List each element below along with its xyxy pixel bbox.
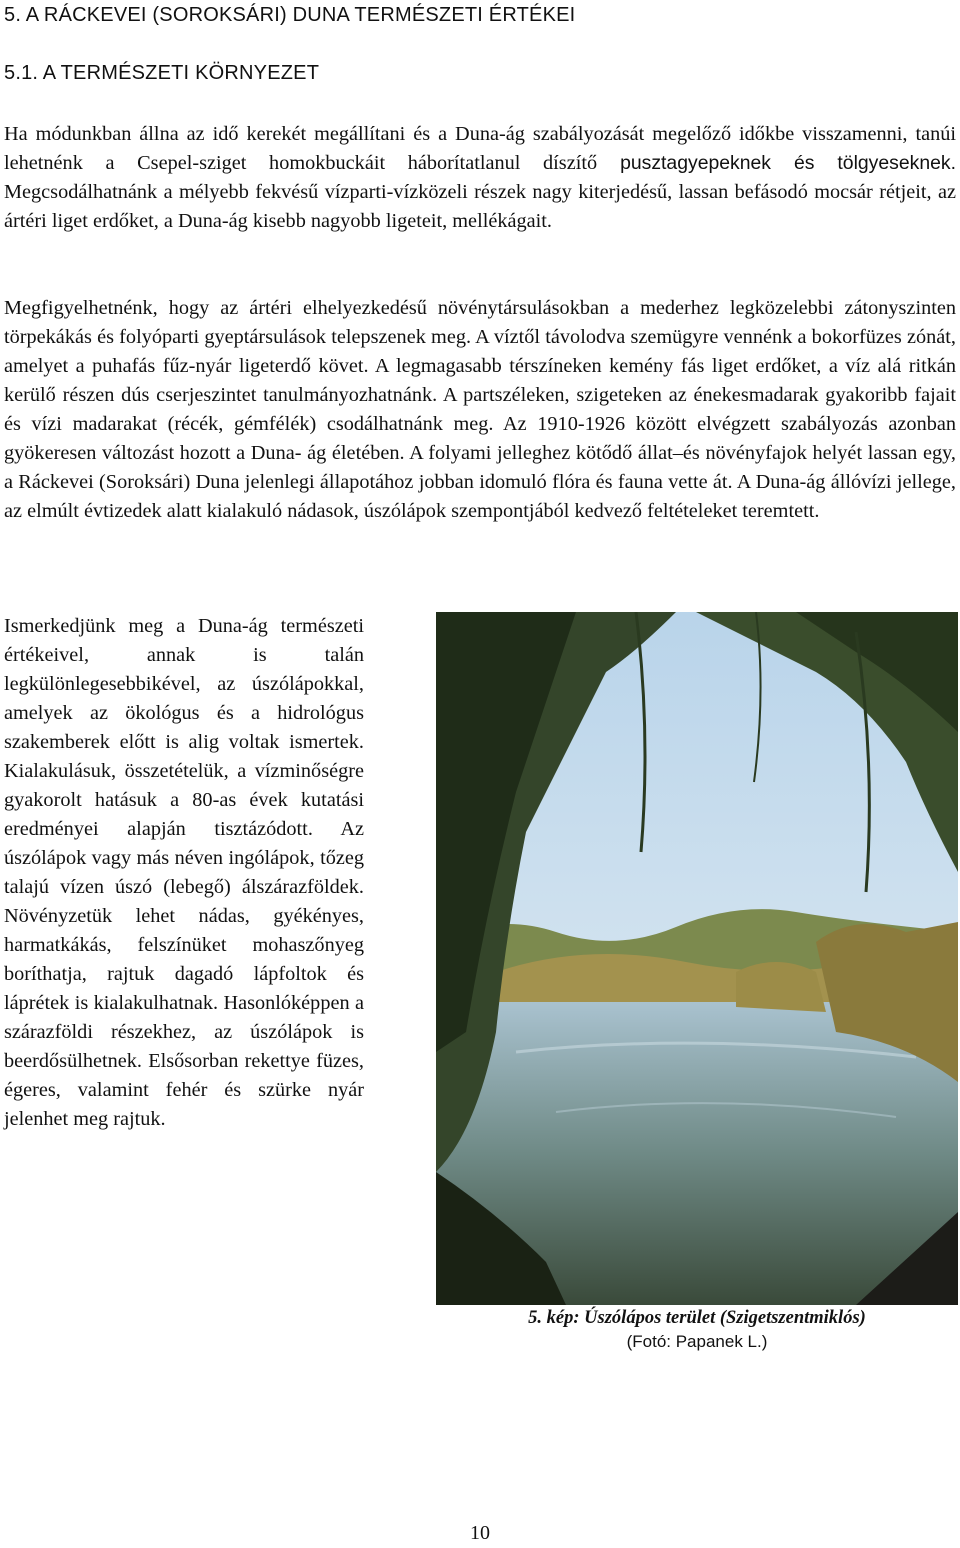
chapter-heading: 5. A RÁCKEVEI (SOROKSÁRI) DUNA TERMÉSZETI ÉRTÉKEI: [4, 4, 576, 26]
intro-text-start: Ha módunkban állna az idő kerekét megállítani és a Duna-ág szabályozását megelőző időkbe visszamenni, tanúi lehetnénk a Csepel-sziget homokbuckáit háborítatlanul díszítő: [4, 123, 956, 174]
photo-credit: (Fotó: Papanek L.): [626, 1332, 768, 1351]
floating-bog-paragraph: Ismerkedjünk meg a Duna-ág természeti értékeivel, annak is talán legkülönlegesebbikével, az úszólápokkal, amelyek az ökológus és a hidrológus szakemberek előtt is alig voltak ismertek. Kialakulásuk, összetételük, a vízminőségre gyakorolt hatásuk a 80-as évek kutatási eredményei alapján tisztázódott. Az úszólápok vagy más néven ingólápok, tőzeg talajú vízen úszó (lebegő) álszárazföldek. Növényzetük lehet nádas, gyékényes, harmatkákás, felszínüket mohaszőnyeg boríthatja, rajtuk dagadó lápfoltok és láprétek is kialakulhatnak. Hasonlóképpen a szárazföldi részekhez, az úszólápok is beerdősülhetnek. Elsősorban rekettye füzes, égeres, valamint fehér és szürke nyár jelenhet meg rajtuk.: [4, 615, 364, 1130]
vegetation-paragraph: Megfigyelhetnénk, hogy az ártéri elhelyezkedésű növénytársulásokban a mederhez legközelebbi zátonyszinten törpekákás és folyóparti gyeptársulások telepszenek meg. A víztől távolodva szemügyre vennénk a bokorfüzes zónát, amelyet a puhafás fűz-nyár ligeterdő követ. A legmagasabb térszíneken kemény fás liget erdőket, a víz alá ritkán kerülő részen dús cserjeszintet tanulmányozhatnánk. A partszéleken, szigeteken az énekesmadarak gyakoribb fajait és vízi madarakat (récék, gémfélék) csodálhatnánk meg. Az 1910-1926 között elvégzett szabályozás azonban gyökeresen változást hozott a Duna- ág életében. A folyami jelleghez kötődő állat–és növényfajok helyét lassan egy, a Ráckevei (Soroksári) Duna jelenlegi állapotához jobban idomuló flóra és fauna vette át. A Duna-ág állóvízi jellege, az elmúlt évtizedek alatt kialakuló nádasok, úszólápok szempontjából kedvező feltételeket teremtett.: [4, 297, 956, 522]
figure-caption: 5. kép: Úszólápos terület (Szigetszentmiklós): [528, 1308, 866, 1328]
intro-text-sans: pusztagyepeknek és tölgyeseknek.: [597, 152, 956, 174]
intro-paragraph: [4, 120, 956, 236]
intro-text-end: Megcsodálhatnánk a mélyebb fekvésű vízparti-vízközeli részek nagy kiterjedésű, lassan befásodó mocsár rétjeit, az ártéri liget erdőket, a Duna-ág kisebb nagyobb ligeteit, mellékágait.: [4, 181, 956, 232]
wetland-photo-illustration: [436, 612, 958, 1305]
wetland-photo: [436, 612, 958, 1305]
section-heading: 5.1. A TERMÉSZETI KÖRNYEZET: [4, 62, 320, 84]
page-number: 10: [470, 1522, 490, 1544]
